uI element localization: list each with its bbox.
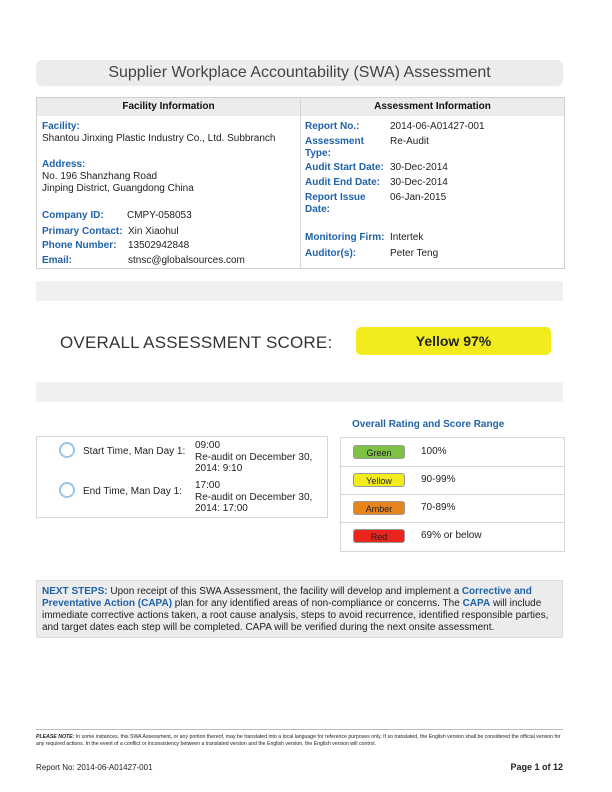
auditor-value: Peter Teng <box>390 248 439 259</box>
assessment-type-value: Re-Audit <box>390 136 429 147</box>
alarm-clock-icon <box>59 482 75 498</box>
address-label: Address: <box>42 159 86 170</box>
contact-label: Primary Contact: <box>42 226 123 237</box>
next-steps-text: will include immediate corrective actions taken, a root cause analysis, steps to avoid recurrence, identified responsible parties, and target dates each step will be completed. CAPA will be verified during the next onsite assessment. <box>42 598 549 633</box>
capa-term: Corrective and Preventative Action (CAPA) <box>42 586 532 609</box>
translation-note <box>36 734 563 747</box>
phone-value: 13502942848 <box>128 240 190 251</box>
note-text: In some instances, this SWA Assessment, or any portion thereof, may be translated into a local language for reference purposes only. If so translated, the English version shall be considered the official version for any required actions. In the event of a conflict or inconsistency between a translated version and the English version, the English version will control. <box>36 734 561 747</box>
phone-label: Phone Number: <box>42 240 117 251</box>
auditor-label: Auditor(s): <box>305 248 357 259</box>
rating-row <box>341 494 564 523</box>
start-date-label: Audit Start Date: <box>305 162 384 173</box>
score-badge: Yellow 97% <box>356 327 551 355</box>
next-steps-text: Upon receipt of this SWA Assessment, the facility will develop and implement a <box>107 586 462 597</box>
rating-range: 100% <box>421 446 447 457</box>
rating-row <box>341 522 564 550</box>
column-divider <box>300 98 301 268</box>
start-time-line3: 2014: 9:10 <box>195 463 243 474</box>
rating-pill-green: Green <box>353 445 405 459</box>
start-time-label: Start Time, Man Day 1: <box>83 446 186 457</box>
info-panel <box>36 97 565 269</box>
rating-pill-amber: Amber <box>353 501 405 515</box>
page-title: Supplier Workplace Accountability (SWA) Assessment <box>36 60 563 86</box>
assessment-info-heading: Assessment Information <box>301 98 564 116</box>
issue-date-label-2: Date: <box>305 204 331 215</box>
facility-value: Shantou Jinxing Plastic Industry Co., Ltd. Subbranch <box>42 133 276 144</box>
rating-row <box>341 438 564 467</box>
address-line1: No. 196 Shanzhang Road <box>42 171 158 182</box>
rating-range: 70-89% <box>421 502 456 513</box>
company-id-label: Company ID: <box>42 210 104 221</box>
facility-label: Facility: <box>42 121 80 132</box>
end-time-label: End Time, Man Day 1: <box>83 486 182 497</box>
rating-pill-yellow: Yellow <box>353 473 405 487</box>
note-label: PLEASE NOTE: <box>36 734 75 740</box>
email-value[interactable]: stnsc@globalsources.com <box>128 255 245 266</box>
company-id-value: CMPY-058053 <box>127 210 192 221</box>
start-time-line1: 09:00 <box>195 440 221 451</box>
next-steps-text: plan for any identified areas of non-compliance or concerns. The <box>172 598 463 609</box>
start-time-line2: Re-audit on December 30, <box>195 452 313 463</box>
score-label: OVERALL ASSESSMENT SCORE: <box>60 333 333 352</box>
end-time-line1: 17:00 <box>195 480 221 491</box>
contact-value: Xin Xiaohul <box>128 226 179 237</box>
rating-range: 90-99% <box>421 474 456 485</box>
rating-pill-red: Red <box>353 529 405 543</box>
end-date-label: Audit End Date: <box>305 177 380 188</box>
next-steps-label: NEXT STEPS: <box>42 586 108 597</box>
facility-info-heading: Facility Information <box>37 98 300 116</box>
issue-date-value: 06-Jan-2015 <box>390 192 447 203</box>
report-no-value: 2014-06-A01427-001 <box>390 121 485 132</box>
assessment-type-label-1: Assessment <box>305 136 364 147</box>
time-panel <box>36 436 328 518</box>
email-label: Email: <box>42 255 73 266</box>
next-steps-panel <box>36 580 563 638</box>
end-time-line3: 2014: 17:00 <box>195 503 248 514</box>
clock-icon <box>59 442 75 458</box>
footer-divider <box>36 729 563 730</box>
end-time-line2: Re-audit on December 30, <box>195 492 313 503</box>
footer-report-no: Report No: 2014-06-A01427-001 <box>36 763 153 772</box>
monitoring-firm-value: Intertek <box>390 232 424 243</box>
divider-stripe <box>36 281 563 301</box>
rating-panel <box>340 437 565 552</box>
monitoring-firm-label: Monitoring Firm: <box>305 232 385 243</box>
end-date-value: 30-Dec-2014 <box>390 177 448 188</box>
issue-date-label-1: Report Issue <box>305 192 366 203</box>
divider-stripe <box>36 382 563 402</box>
assessment-type-label-2: Type: <box>305 148 331 159</box>
rating-title: Overall Rating and Score Range <box>352 419 505 430</box>
rating-row <box>341 466 564 495</box>
report-no-label: Report No.: <box>305 121 360 132</box>
page-number: Page 1 of 12 <box>510 762 563 772</box>
address-line2: Jinping District, Guangdong China <box>42 183 194 194</box>
capa-term-short: CAPA <box>462 598 491 609</box>
start-date-value: 30-Dec-2014 <box>390 162 448 173</box>
rating-range: 69% or below <box>421 530 482 541</box>
